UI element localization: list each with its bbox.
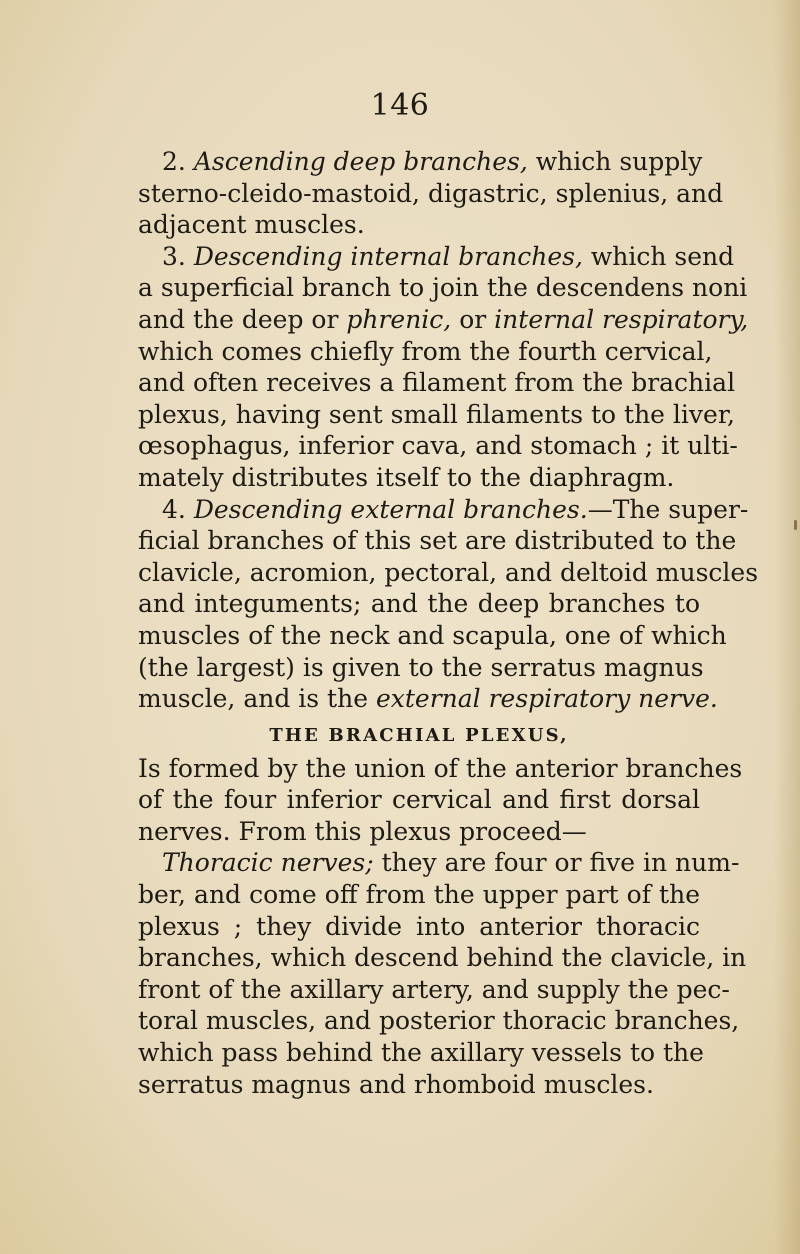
text-line — [138, 241, 735, 273]
text-span: or — [459, 304, 487, 334]
text-line: sterno-cleido-mastoid, digastric, splenius, and — [138, 178, 724, 208]
page-edge-shadow — [774, 0, 800, 1254]
text-line — [138, 494, 749, 526]
section-heading: THE BRACHIAL PLEXUS, — [269, 724, 569, 746]
text-line: toral muscles, and posterior thoracic branches, — [138, 1006, 740, 1036]
italic-term: phrenic, — [346, 304, 452, 334]
item-number: 2. — [162, 147, 186, 176]
italic-term: internal respiratory, — [494, 304, 749, 334]
text-span: which send — [590, 241, 735, 271]
text-line: which pass behind the axillary vessels to the — [138, 1038, 704, 1068]
text-line: adjacent muscles. — [138, 210, 365, 240]
text-line: of the four inferior cervical and first dorsal — [138, 785, 700, 815]
text-span: and the deep or — [138, 304, 339, 334]
text-line: plexus, having sent small filaments to the liver, — [138, 399, 735, 429]
text-line: œsophagus, inferior cava, and stomach ; it ulti- — [138, 431, 738, 461]
text-line: Is formed by the union of the anterior branches — [138, 753, 743, 783]
text-line: mately distributes itself to the diaphragm. — [138, 462, 675, 492]
text-line: branches, which descend behind the clavicle, in — [138, 943, 747, 973]
italic-term: Ascending deep branches, — [193, 147, 528, 176]
text-line: and often receives a filament from the brachial — [138, 368, 736, 398]
text-span: —The super- — [587, 494, 749, 524]
text-line: serratus magnus and rhomboid muscles. — [138, 1069, 654, 1099]
ink-mark — [794, 520, 797, 530]
italic-term: Descending internal branches, — [193, 241, 583, 271]
item-number: 3. — [162, 241, 186, 271]
text-line: ficial branches of this set are distributed to the — [138, 526, 737, 556]
text-line: front of the axillary artery, and supply the pec- — [138, 974, 730, 1004]
text-span: muscle, and is the — [138, 684, 368, 714]
text-line — [138, 847, 740, 879]
text-line: and integuments; and the deep branches to — [138, 589, 700, 619]
page-number: 146 — [370, 88, 430, 123]
text-line: clavicle, acromion, pectoral, and deltoid muscles — [138, 557, 759, 587]
text-span: which supply — [535, 147, 703, 176]
text-line — [138, 683, 718, 715]
text-line: which comes chiefly from the fourth cervical, — [138, 336, 713, 366]
text-line: ber, and come off from the upper part of the — [138, 880, 700, 910]
text-line — [138, 304, 749, 336]
text-line: plexus ; they divide into anterior thoracic — [138, 911, 700, 941]
text-line: muscles of the neck and scapula, one of which — [138, 620, 727, 650]
italic-term: external respiratory nerve. — [375, 684, 718, 714]
italic-term: Thoracic nerves; — [162, 848, 374, 878]
text-line: nerves. From this plexus proceed— — [138, 816, 587, 846]
text-line: (the largest) is given to the serratus magnus — [138, 652, 704, 682]
italic-term: Descending external branches. — [193, 494, 588, 524]
text-line — [138, 146, 703, 178]
text-span: they are four or five in num- — [381, 848, 740, 878]
page-body — [138, 146, 759, 1100]
item-number: 4. — [162, 494, 186, 524]
text-line: a superficial branch to join the descendens noni — [138, 273, 748, 303]
